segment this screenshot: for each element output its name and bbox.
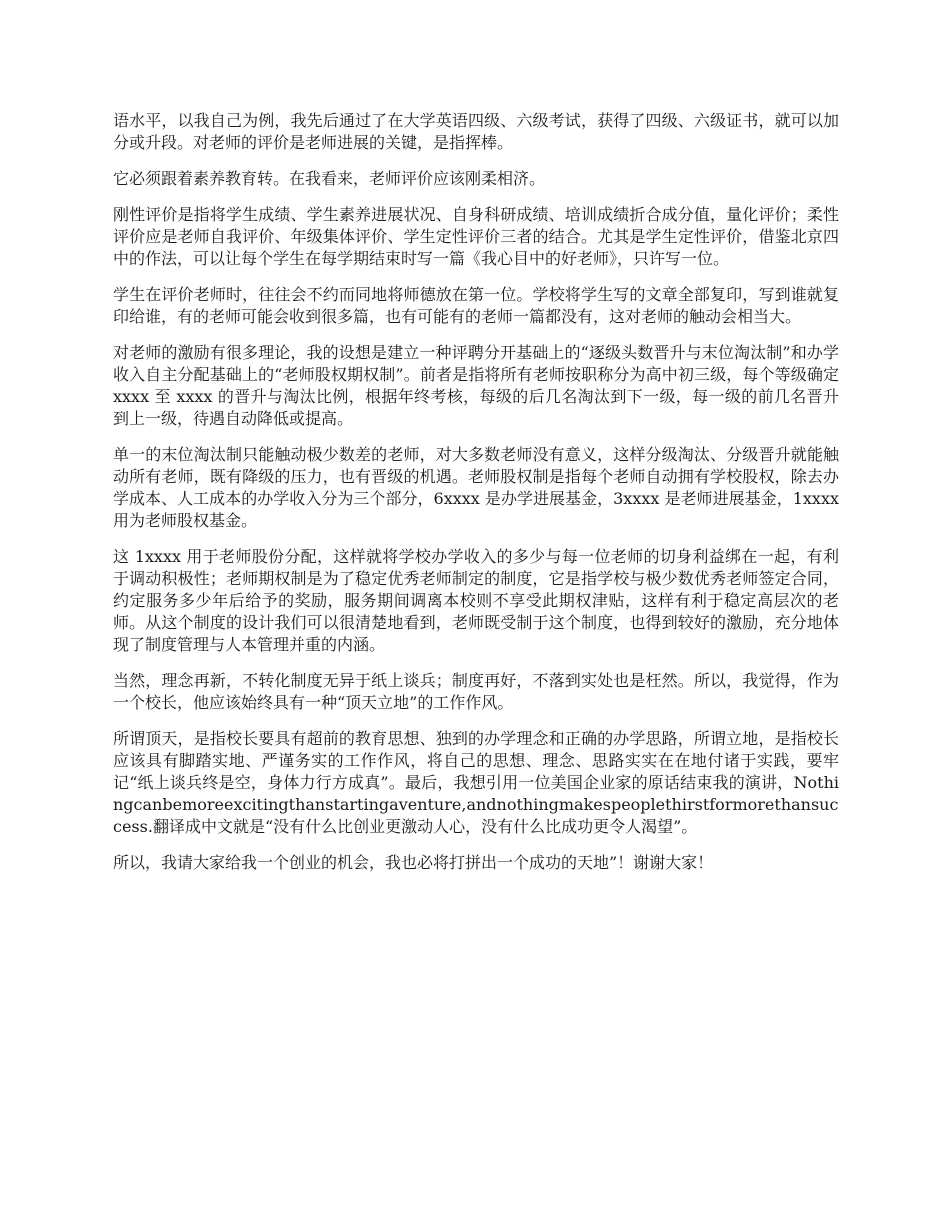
- paragraph-4: 学生在评价老师时，往往会不约而同地将师德放在第一位。学校将学生写的文章全部复印，写到谁就复印给谁，有的老师可能会收到很多篇，也有可能有的老师一篇都没有，这对老师的触动会相当大。: [113, 285, 839, 326]
- paragraph-1: 语水平，以我自己为例，我先后通过了在大学英语四级、六级考试，获得了四级、六级证书，就可以加分或升段。对老师的评价是老师进展的关键，是指挥棒。: [113, 111, 839, 152]
- paragraph-3: 刚性评价是指将学生成绩、学生素养进展状况、自身科研成绩、培训成绩折合成分值，量化评价；柔性评价应是老师自我评价、年级集体评价、学生定性评价三者的结合。尤其是学生定性评价，借鉴北京四中的作法，可以让每个学生在每学期结束时写一篇《我心目中的好老师》，只许写一位。: [113, 205, 839, 268]
- paragraph-7: 这 1xxxx 用于老师股份分配，这样就将学校办学收入的多少与每一位老师的切身利益绑在一起，有利于调动积极性；老师期权制是为了稳定优秀老师制定的制度，它是指学校与极少数优秀老师签定合同，约定服务多少年后给予的奖励，服务期间调离本校则不享受此期权津贴，这样有利于稳定高层次的老师。从这个制度的设计我们可以很清楚地看到，老师既受制于这个制度，也得到较好的激励，充分地体现了制度管理与人本管理并重的内涵。: [113, 547, 839, 654]
- paragraph-10: 所以，我请大家给我一个创业的机会，我也必将打拼出一个成功的天地”！谢谢大家！: [113, 853, 714, 872]
- paragraph-9: 所谓顶天，是指校长要具有超前的教育思想、独到的办学理念和正确的办学思路，所谓立地，是指校长应该具有脚踏实地、严谨务实的工作作风，将自己的思想、理念、思路实实在在地付诸于实践，要牢记“纸上谈兵终是空，身体力行方成真”。最后，我想引用一位美国企业家的原话结束我的演讲，Nothingcanbemoreexcitingthanstartingaventure,andnothingmakespeoplethirstformorethansuccess.翻译成中文就是“没有什么比创业更激动人心，没有什么比成功更令人渴望”。: [113, 729, 839, 836]
- paragraph-5: 对老师的激励有很多理论，我的设想是建立一种评聘分开基础上的“逐级头数晋升与末位淘汰制”和办学收入自主分配基础上的“老师股权期权制”。前者是指将所有老师按职称分为高中初三级，每个等级确定 xxxx 至 xxxx 的晋升与淘汰比例，根据年终考核，每级的后几名淘汰到下一级，每一级的前几名晋升到上一级，待遇自动降低或提高。: [113, 343, 839, 428]
- paragraph-2: 它必须跟着素养教育转。在我看来，老师评价应该刚柔相济。: [113, 169, 546, 188]
- paragraph-6: 单一的末位淘汰制只能触动极少数差的老师，对大多数老师没有意义，这样分级淘汰、分级晋升就能触动所有老师，既有降级的压力，也有晋级的机遇。老师股权制是指每个老师自动拥有学校股权，除去办学成本、人工成本的办学收入分为三个部分，6xxxx 是办学进展基金，3xxxx 是老师进展基金，1xxxx 用为老师股权基金。: [113, 445, 839, 530]
- document-page: [113, 110, 839, 888]
- paragraph-8: 当然，理念再新，不转化制度无异于纸上谈兵；制度再好，不落到实处也是枉然。所以，我觉得，作为一个校长，他应该始终具有一种“顶天立地”的工作作风。: [113, 671, 839, 712]
